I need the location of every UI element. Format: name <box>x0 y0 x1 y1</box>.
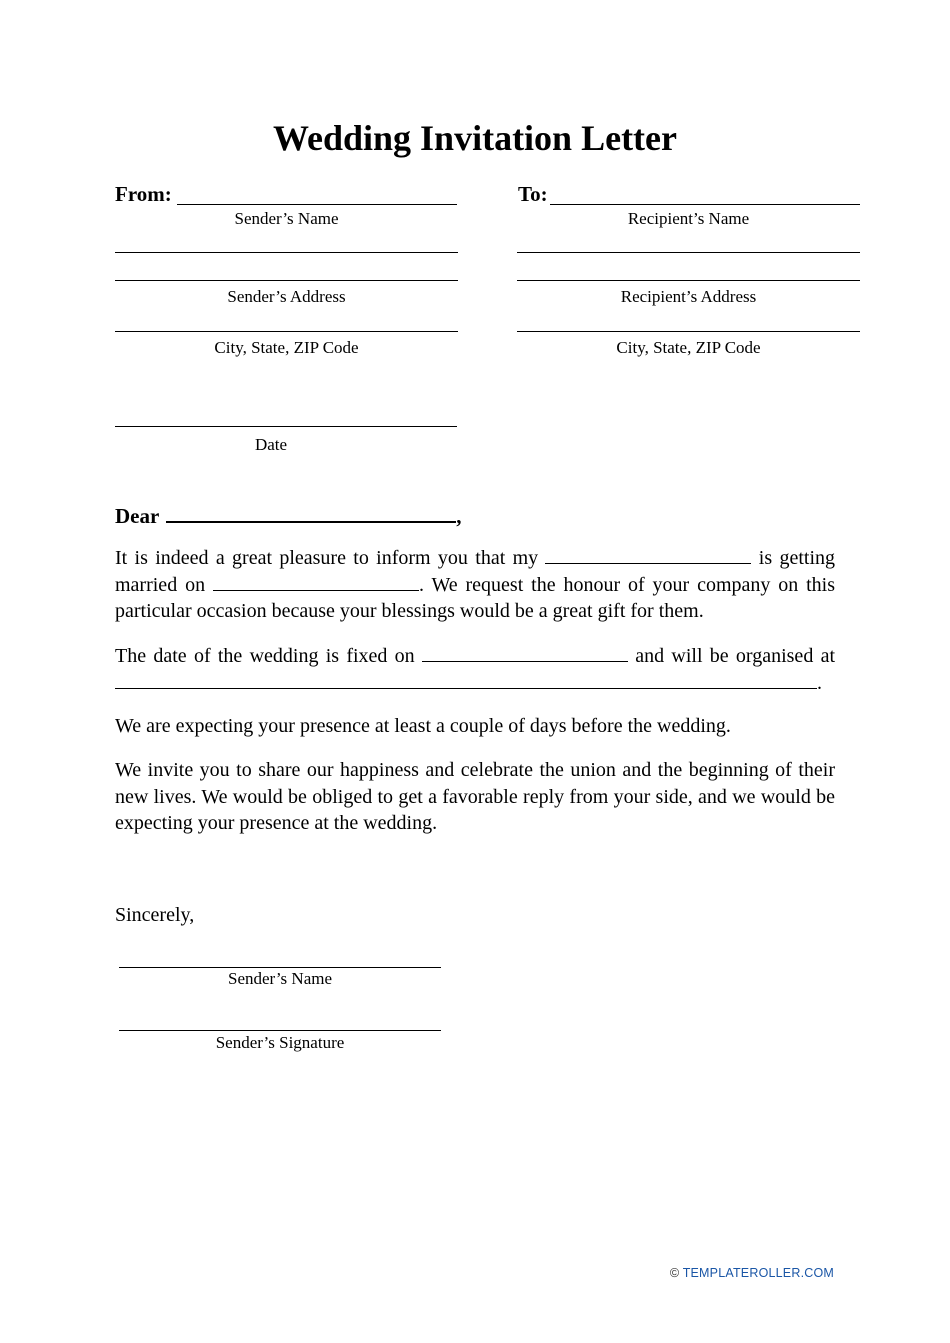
dear-label: Dear <box>115 504 159 528</box>
date-caption: Date <box>254 435 288 454</box>
recipient-name-caption: Recipient’s Name <box>627 209 750 228</box>
marriage-date-field[interactable] <box>213 572 419 591</box>
paragraph-expectation: We are expecting your presence at least a couple of days before the wedding. <box>115 715 731 737</box>
wedding-date-field[interactable] <box>422 643 628 662</box>
copyright-symbol: © <box>669 1266 680 1280</box>
paragraph-announcement <box>115 545 835 625</box>
recipient-address-line-1[interactable] <box>517 252 860 253</box>
sender-signature-field[interactable] <box>119 1030 441 1031</box>
recipient-city-field[interactable] <box>517 331 860 332</box>
to-label: To: <box>518 182 548 206</box>
p2-text-2: and will be organised at <box>635 645 836 667</box>
sender-address-line-1[interactable] <box>115 252 458 253</box>
page-title: Wedding Invitation Letter <box>272 118 677 158</box>
paragraph-invitation: We invite you to share our happiness and celebrate the union and the beginning of their new lives. We would be obliged to get a favorable reply from your side, and we would be expecting your presence at the wedding. <box>115 759 835 834</box>
recipient-name-field[interactable] <box>550 204 860 205</box>
p1-text-3: . We request the honour of your company on this particular occasion because your blessings would be a great gift for them. <box>115 573 836 622</box>
sender-address-caption: Sender’s Address <box>227 287 346 306</box>
salutation <box>115 502 461 528</box>
recipient-salutation-field[interactable] <box>166 502 456 523</box>
brand-link[interactable]: TEMPLATEROLLER.COM <box>682 1266 834 1280</box>
sender-name-caption: Sender’s Name <box>234 209 339 228</box>
p2-text-1: The date of the wedding is fixed on <box>115 645 415 667</box>
footer-brand[interactable] <box>670 1266 834 1280</box>
sender-city-field[interactable] <box>115 331 458 332</box>
salutation-comma: , <box>456 504 462 528</box>
recipient-city-caption: City, State, ZIP Code <box>616 338 761 357</box>
p1-text-2: is getting married on <box>115 547 836 596</box>
closing-sincerely: Sincerely, <box>115 904 195 926</box>
recipient-address-caption: Recipient’s Address <box>620 287 757 306</box>
sender-city-caption: City, State, ZIP Code <box>214 338 359 357</box>
from-label: From: <box>115 182 172 206</box>
p2-period: . <box>817 671 822 694</box>
p1-text-1: It is indeed a great pleasure to inform you that my <box>115 547 539 569</box>
paragraph-wedding-details <box>115 643 835 696</box>
closing-sender-name-caption: Sender’s Name <box>227 969 333 988</box>
wedding-venue-field[interactable] <box>115 670 817 689</box>
relation-field[interactable] <box>545 545 751 564</box>
date-field[interactable] <box>115 426 457 427</box>
sender-name-field[interactable] <box>177 204 457 205</box>
closing-sender-name-field[interactable] <box>119 967 441 968</box>
sender-address-line-2[interactable] <box>115 280 458 281</box>
recipient-address-line-2[interactable] <box>517 280 860 281</box>
sender-signature-caption: Sender’s Signature <box>215 1033 345 1052</box>
